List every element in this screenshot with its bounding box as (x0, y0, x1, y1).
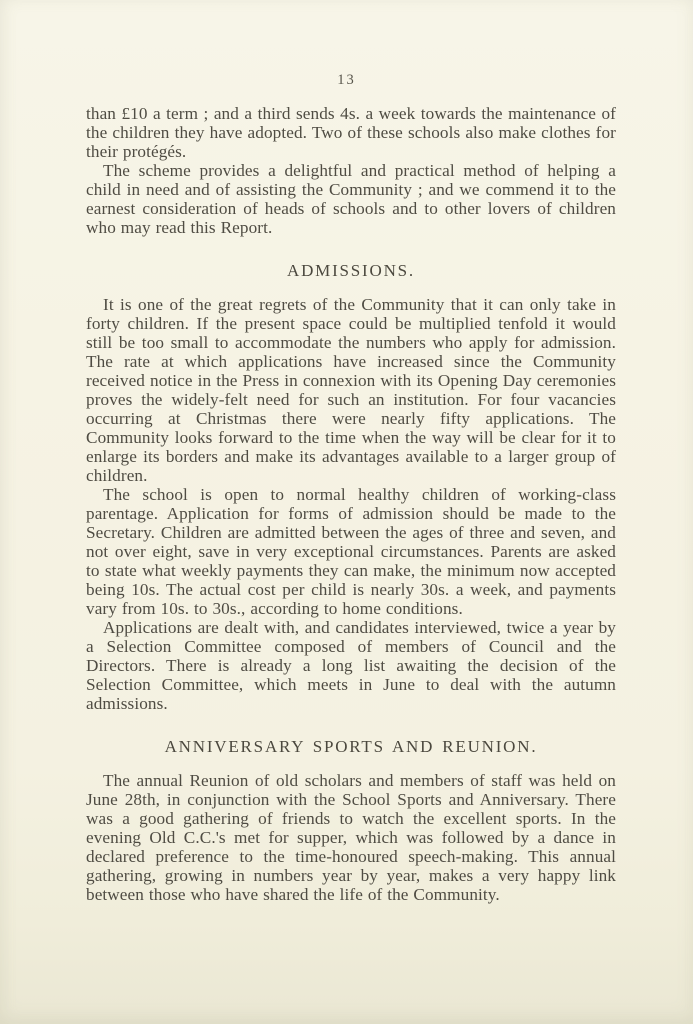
page-body (86, 104, 616, 904)
section-heading-admissions: ADMISSIONS. (287, 261, 415, 280)
paragraph-continuation: than £10 a term ; and a third sends 4s. a week towards the maintenance of the children they have adopted. Two of these schools also make clothes for their protégés. (86, 104, 616, 161)
paragraph-anniversary-reunion: The annual Reunion of old scholars and members of staff was held on June 28th, in conjunction with the School Sports and Anniversary. There was a good gathering of friends to watch the excellent sports. In the evening Old C.C.'s met for supper, which was followed by a dance in declared preference to the time-honoured speech-making. This annual gathering, growing in numbers year by year, makes a very happy link between those who have shared the life of the Community. (86, 771, 616, 904)
section-heading-anniversary: ANNIVERSARY SPORTS AND REUNION. (164, 737, 538, 756)
page-number: 13 (337, 72, 356, 88)
paragraph-admissions-selection: Applications are dealt with, and candidates interviewed, twice a year by a Selection Committee composed of members of Council and the Directors. There is already a long list awaiting the decision of the Selection Committee, which meets in June to deal with the autumn admissions. (86, 618, 616, 713)
paragraph-admissions-criteria: The school is open to normal healthy children of working-class parentage. Application for forms of admission should be made to the Secretary. Children are admitted between the ages of three and seven, and not over eight, save in very exceptional circumstances. Parents are asked to state what weekly payments they can make, the minimum now accepted being 10s. The actual cost per child is nearly 30s. a week, and payments vary from 10s. to 30s., according to home conditions. (86, 485, 616, 618)
paragraph-scheme: The scheme provides a delightful and practical method of helping a child in need and of assisting the Community ; and we commend it to the earnest consideration of heads of schools and to other lovers of children who may read this Report. (86, 161, 616, 237)
paragraph-admissions-regrets: It is one of the great regrets of the Community that it can only take in forty children. If the present space could be multiplied tenfold it would still be too small to accommodate the numbers who apply for admission. The rate at which applications have increased since the Community received notice in the Press in connexion with its Opening Day ceremonies proves the widely-felt need for such an institution. For four vacancies occurring at Christmas there were nearly fifty applications. The Community looks forward to the time when the way will be clear for it to enlarge its borders and make its advantages available to a larger group of children. (86, 295, 616, 485)
